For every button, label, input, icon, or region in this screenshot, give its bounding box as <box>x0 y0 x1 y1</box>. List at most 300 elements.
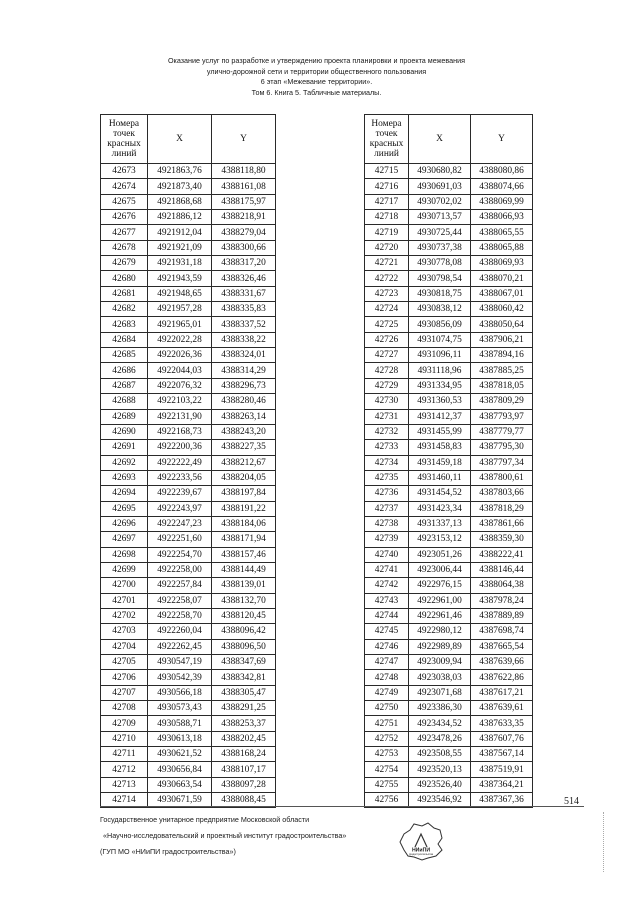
table-row <box>101 593 276 608</box>
y-coordinate-cell: 4388342,81 <box>212 670 276 685</box>
table-row <box>101 271 276 286</box>
point-number-cell: 42697 <box>101 532 148 547</box>
x-coordinate-cell: 4922961,00 <box>409 593 471 608</box>
point-number-cell: 42709 <box>101 716 148 731</box>
x-coordinate-cell: 4923546,92 <box>409 793 471 808</box>
y-coordinate-cell: 4387803,66 <box>471 486 533 501</box>
point-number-cell: 42719 <box>365 225 409 240</box>
table-row <box>101 624 276 639</box>
y-coordinate-cell: 4388096,50 <box>212 639 276 654</box>
table-row <box>365 762 533 777</box>
table-row <box>101 685 276 700</box>
y-coordinate-cell: 4387633,35 <box>471 716 533 731</box>
x-coordinate-cell: 4931334,95 <box>409 378 471 393</box>
table-row <box>101 670 276 685</box>
y-coordinate-cell: 4388314,29 <box>212 363 276 378</box>
y-coordinate-cell: 4388197,84 <box>212 486 276 501</box>
table-row <box>101 424 276 439</box>
table-row <box>101 470 276 485</box>
y-coordinate-cell: 4388139,01 <box>212 578 276 593</box>
y-coordinate-cell: 4387906,21 <box>471 332 533 347</box>
point-number-cell: 42722 <box>365 271 409 286</box>
x-coordinate-cell: 4922258,00 <box>148 562 212 577</box>
y-coordinate-cell: 4388157,46 <box>212 547 276 562</box>
y-coordinate-cell: 4388118,80 <box>212 164 276 179</box>
table-row <box>101 440 276 455</box>
x-coordinate-cell: 4922022,28 <box>148 332 212 347</box>
x-coordinate-cell: 4923038,03 <box>409 670 471 685</box>
x-coordinate-cell: 4922026,36 <box>148 348 212 363</box>
point-number-cell: 42755 <box>365 777 409 792</box>
point-number-cell: 42744 <box>365 608 409 623</box>
x-coordinate-cell: 4931096,11 <box>409 348 471 363</box>
point-number-cell: 42756 <box>365 793 409 808</box>
point-number-cell: 42680 <box>101 271 148 286</box>
y-coordinate-cell: 4387665,54 <box>471 639 533 654</box>
y-header: Y <box>471 115 533 164</box>
point-number-cell: 42754 <box>365 762 409 777</box>
organization-line-2: «Научно-исследовательский и проектный институт градостроительства» <box>103 831 347 840</box>
x-coordinate-cell: 4930691,03 <box>409 179 471 194</box>
table-row <box>101 225 276 240</box>
x-coordinate-cell: 4930663,54 <box>148 777 212 792</box>
table-row <box>365 302 533 317</box>
x-coordinate-cell: 4922254,70 <box>148 547 212 562</box>
x-coordinate-cell: 4931360,53 <box>409 394 471 409</box>
x-coordinate-cell: 4921868,68 <box>148 194 212 209</box>
point-number-cell: 42691 <box>101 440 148 455</box>
table-row <box>365 716 533 731</box>
table-row <box>365 578 533 593</box>
y-coordinate-cell: 4388317,20 <box>212 256 276 271</box>
table-row <box>101 455 276 470</box>
point-number-cell: 42677 <box>101 225 148 240</box>
table-row <box>365 562 533 577</box>
x-coordinate-cell: 4922233,56 <box>148 470 212 485</box>
x-coordinate-cell: 4930778,08 <box>409 256 471 271</box>
y-coordinate-cell: 4388347,69 <box>212 655 276 670</box>
x-coordinate-cell: 4931074,75 <box>409 332 471 347</box>
x-coordinate-cell: 4922076,32 <box>148 378 212 393</box>
point-number-cell: 42684 <box>101 332 148 347</box>
x-coordinate-cell: 4930656,84 <box>148 762 212 777</box>
y-coordinate-cell: 4388067,01 <box>471 286 533 301</box>
table-row <box>101 608 276 623</box>
point-number-cell: 42753 <box>365 747 409 762</box>
table-row <box>365 593 533 608</box>
y-coordinate-cell: 4387622,86 <box>471 670 533 685</box>
y-coordinate-cell: 4388074,66 <box>471 179 533 194</box>
x-coordinate-cell: 4922044,03 <box>148 363 212 378</box>
y-coordinate-cell: 4388331,67 <box>212 286 276 301</box>
y-coordinate-cell: 4388088,45 <box>212 793 276 808</box>
y-coordinate-cell: 4388204,05 <box>212 470 276 485</box>
table-row <box>365 348 533 363</box>
table-row <box>101 256 276 271</box>
point-number-cell: 42692 <box>101 455 148 470</box>
y-coordinate-cell: 4388305,47 <box>212 685 276 700</box>
point-number-cell: 42699 <box>101 562 148 577</box>
x-coordinate-cell: 4922262,45 <box>148 639 212 654</box>
point-number-cell: 42749 <box>365 685 409 700</box>
table-row <box>365 455 533 470</box>
x-coordinate-cell: 4922260,04 <box>148 624 212 639</box>
point-number-cell: 42736 <box>365 486 409 501</box>
table-row <box>365 194 533 209</box>
y-coordinate-cell: 4388161,08 <box>212 179 276 194</box>
table-row <box>365 701 533 716</box>
table-row <box>101 716 276 731</box>
point-number-cell: 42726 <box>365 332 409 347</box>
point-number-cell: 42717 <box>365 194 409 209</box>
point-number-cell: 42695 <box>101 501 148 516</box>
y-coordinate-cell: 4388060,42 <box>471 302 533 317</box>
y-coordinate-cell: 4388338,22 <box>212 332 276 347</box>
table-row <box>365 639 533 654</box>
x-coordinate-cell: 4930621,52 <box>148 747 212 762</box>
point-number-cell: 42747 <box>365 655 409 670</box>
x-coordinate-cell: 4931454,52 <box>409 486 471 501</box>
point-number-cell: 42687 <box>101 378 148 393</box>
point-number-cell: 42732 <box>365 424 409 439</box>
y-coordinate-cell: 4387978,24 <box>471 593 533 608</box>
table-row <box>101 409 276 424</box>
table-row <box>365 777 533 792</box>
table-row <box>101 302 276 317</box>
y-coordinate-cell: 4388243,20 <box>212 424 276 439</box>
y-coordinate-cell: 4388066,93 <box>471 210 533 225</box>
table-row <box>365 317 533 332</box>
point-number-cell: 42750 <box>365 701 409 716</box>
point-number-cell: 42711 <box>101 747 148 762</box>
x-coordinate-cell: 4930680,82 <box>409 164 471 179</box>
point-number-cell: 42740 <box>365 547 409 562</box>
point-number-cell: 42713 <box>101 777 148 792</box>
point-number-cell: 42724 <box>365 302 409 317</box>
y-coordinate-cell: 4387818,29 <box>471 501 533 516</box>
y-coordinate-cell: 4387519,91 <box>471 762 533 777</box>
point-number-cell: 42702 <box>101 608 148 623</box>
point-number-cell: 42725 <box>365 317 409 332</box>
point-number-cell: 42741 <box>365 562 409 577</box>
table-row <box>365 332 533 347</box>
header-line-1: Оказание услуг по разработке и утверждению проекта планировки и проекта межевания <box>167 56 466 65</box>
point-number-cell: 42696 <box>101 516 148 531</box>
x-coordinate-cell: 4921948,65 <box>148 286 212 301</box>
x-coordinate-cell: 4931337,13 <box>409 516 471 531</box>
y-coordinate-cell: 4388132,70 <box>212 593 276 608</box>
point-number-cell: 42685 <box>101 348 148 363</box>
point-number-cell: 42707 <box>101 685 148 700</box>
point-number-cell: 42690 <box>101 424 148 439</box>
y-coordinate-cell: 4388227,35 <box>212 440 276 455</box>
table-body-right <box>365 164 533 808</box>
point-number-cell: 42733 <box>365 440 409 455</box>
table-row <box>101 348 276 363</box>
table-row <box>101 378 276 393</box>
x-coordinate-cell: 4923006,44 <box>409 562 471 577</box>
x-coordinate-cell: 4923071,68 <box>409 685 471 700</box>
point-number-cell: 42727 <box>365 348 409 363</box>
point-number-cell: 42735 <box>365 470 409 485</box>
x-coordinate-cell: 4930613,18 <box>148 731 212 746</box>
point-number-cell: 42689 <box>101 409 148 424</box>
table-row <box>365 532 533 547</box>
y-coordinate-cell: 4388096,42 <box>212 624 276 639</box>
point-number-cell: 42708 <box>101 701 148 716</box>
y-coordinate-cell: 4388218,91 <box>212 210 276 225</box>
y-coordinate-cell: 4387797,34 <box>471 455 533 470</box>
y-coordinate-cell: 4387779,77 <box>471 424 533 439</box>
table-row <box>365 286 533 301</box>
x-coordinate-cell: 4922243,97 <box>148 501 212 516</box>
point-number-cell: 42729 <box>365 378 409 393</box>
x-coordinate-cell: 4921943,59 <box>148 271 212 286</box>
x-coordinate-cell: 4930713,57 <box>409 210 471 225</box>
x-coordinate-cell: 4923520,13 <box>409 762 471 777</box>
x-coordinate-cell: 4930588,71 <box>148 716 212 731</box>
x-coordinate-cell: 4930838,12 <box>409 302 471 317</box>
point-number-cell: 42688 <box>101 394 148 409</box>
point-number-cell: 42746 <box>365 639 409 654</box>
point-number-cell: 42737 <box>365 501 409 516</box>
point-number-cell: 42731 <box>365 409 409 424</box>
header-line-3: 6 этап «Межевание территории». <box>260 77 373 86</box>
table-body-left <box>101 164 276 808</box>
x-coordinate-cell: 4922989,89 <box>409 639 471 654</box>
point-number-cell: 42730 <box>365 394 409 409</box>
y-coordinate-cell: 4388296,73 <box>212 378 276 393</box>
y-coordinate-cell: 4388144,49 <box>212 562 276 577</box>
y-coordinate-cell: 4388291,25 <box>212 701 276 716</box>
table-row <box>365 486 533 501</box>
table-row <box>101 562 276 577</box>
table-row <box>101 240 276 255</box>
header-line-4: Том 6. Книга 5. Табличные материалы. <box>251 87 382 97</box>
x-coordinate-cell: 4930798,54 <box>409 271 471 286</box>
footer-divider <box>100 806 532 807</box>
y-coordinate-cell: 4388279,04 <box>212 225 276 240</box>
y-coordinate-cell: 4388069,99 <box>471 194 533 209</box>
table-row <box>365 256 533 271</box>
y-coordinate-cell: 4388097,28 <box>212 777 276 792</box>
table-row <box>101 286 276 301</box>
x-coordinate-cell: 4930737,38 <box>409 240 471 255</box>
y-coordinate-cell: 4388212,67 <box>212 455 276 470</box>
y-coordinate-cell: 4387800,61 <box>471 470 533 485</box>
x-coordinate-cell: 4922131,90 <box>148 409 212 424</box>
y-coordinate-cell: 4388107,17 <box>212 762 276 777</box>
point-number-cell: 42679 <box>101 256 148 271</box>
point-number-cell: 42703 <box>101 624 148 639</box>
y-coordinate-cell: 4388300,66 <box>212 240 276 255</box>
y-coordinate-cell: 4388263,14 <box>212 409 276 424</box>
table-row <box>365 747 533 762</box>
y-coordinate-cell: 4388337,52 <box>212 317 276 332</box>
y-coordinate-cell: 4388120,45 <box>212 608 276 623</box>
x-coordinate-cell: 4922257,84 <box>148 578 212 593</box>
table-row <box>101 394 276 409</box>
x-coordinate-cell: 4921965,01 <box>148 317 212 332</box>
point-number-cell: 42686 <box>101 363 148 378</box>
point-number-cell: 42704 <box>101 639 148 654</box>
table-row <box>101 194 276 209</box>
point-number-cell: 42751 <box>365 716 409 731</box>
y-coordinate-cell: 4388191,22 <box>212 501 276 516</box>
point-number-cell: 42743 <box>365 593 409 608</box>
x-coordinate-cell: 4923434,52 <box>409 716 471 731</box>
table-row <box>365 179 533 194</box>
x-coordinate-cell: 4931460,11 <box>409 470 471 485</box>
point-number-cell: 42683 <box>101 317 148 332</box>
point-number-cell: 42698 <box>101 547 148 562</box>
document-header <box>0 56 633 98</box>
y-coordinate-cell: 4388069,93 <box>471 256 533 271</box>
table-row <box>101 210 276 225</box>
table-row <box>101 516 276 531</box>
x-coordinate-cell: 4930702,02 <box>409 194 471 209</box>
table-row <box>365 424 533 439</box>
x-coordinate-cell: 4923526,40 <box>409 777 471 792</box>
x-coordinate-cell: 4931459,18 <box>409 455 471 470</box>
y-coordinate-cell: 4387809,29 <box>471 394 533 409</box>
y-coordinate-cell: 4387567,14 <box>471 747 533 762</box>
table-row <box>365 363 533 378</box>
point-number-cell: 42674 <box>101 179 148 194</box>
x-coordinate-cell: 4922103,22 <box>148 394 212 409</box>
y-coordinate-cell: 4388222,41 <box>471 547 533 562</box>
point-number-cell: 42718 <box>365 210 409 225</box>
x-header: X <box>409 115 471 164</box>
table-row <box>101 179 276 194</box>
y-coordinate-cell: 4388335,83 <box>212 302 276 317</box>
point-number-cell: 42728 <box>365 363 409 378</box>
y-coordinate-cell: 4388280,46 <box>212 394 276 409</box>
table-row <box>365 225 533 240</box>
organization-block <box>100 812 346 860</box>
table-row <box>365 240 533 255</box>
y-coordinate-cell: 4387861,66 <box>471 516 533 531</box>
x-coordinate-cell: 4922980,12 <box>409 624 471 639</box>
table-row <box>365 440 533 455</box>
y-coordinate-cell: 4388064,38 <box>471 578 533 593</box>
point-number-cell: 42715 <box>365 164 409 179</box>
y-coordinate-cell: 4388175,97 <box>212 194 276 209</box>
x-coordinate-cell: 4921863,76 <box>148 164 212 179</box>
table-row <box>101 164 276 179</box>
y-coordinate-cell: 4388168,24 <box>212 747 276 762</box>
y-header: Y <box>212 115 276 164</box>
x-coordinate-cell: 4930547,19 <box>148 655 212 670</box>
table-row <box>101 486 276 501</box>
table-row <box>101 578 276 593</box>
logo-subtext: градостроительства <box>408 853 434 856</box>
point-number-cell: 42705 <box>101 655 148 670</box>
x-coordinate-cell: 4930542,39 <box>148 670 212 685</box>
point-number-cell: 42681 <box>101 286 148 301</box>
y-coordinate-cell: 4388171,94 <box>212 532 276 547</box>
x-coordinate-cell: 4931458,83 <box>409 440 471 455</box>
x-coordinate-cell: 4921873,40 <box>148 179 212 194</box>
point-number-header: Номера точек красных линий <box>365 115 409 164</box>
point-number-cell: 42745 <box>365 624 409 639</box>
table-row <box>365 655 533 670</box>
y-coordinate-cell: 4387364,21 <box>471 777 533 792</box>
x-coordinate-cell: 4921912,04 <box>148 225 212 240</box>
point-number-cell: 42738 <box>365 516 409 531</box>
point-number-cell: 42716 <box>365 179 409 194</box>
x-coordinate-cell: 4922251,60 <box>148 532 212 547</box>
table-row <box>101 777 276 792</box>
x-coordinate-cell: 4931412,37 <box>409 409 471 424</box>
point-number-cell: 42739 <box>365 532 409 547</box>
table-row <box>101 317 276 332</box>
x-coordinate-cell: 4921921,09 <box>148 240 212 255</box>
coordinates-table-right <box>364 114 533 808</box>
table-row <box>365 547 533 562</box>
table-row <box>365 394 533 409</box>
x-coordinate-cell: 4922168,73 <box>148 424 212 439</box>
y-coordinate-cell: 4387818,05 <box>471 378 533 393</box>
x-coordinate-cell: 4923386,30 <box>409 701 471 716</box>
table-row <box>365 501 533 516</box>
point-number-cell: 42693 <box>101 470 148 485</box>
point-number-cell: 42734 <box>365 455 409 470</box>
x-coordinate-cell: 4921886,12 <box>148 210 212 225</box>
x-coordinate-cell: 4922222,49 <box>148 455 212 470</box>
y-coordinate-cell: 4388184,06 <box>212 516 276 531</box>
table-row <box>365 624 533 639</box>
y-coordinate-cell: 4387889,89 <box>471 608 533 623</box>
x-coordinate-cell: 4930818,75 <box>409 286 471 301</box>
point-number-cell: 42723 <box>365 286 409 301</box>
page-number: 514 <box>564 796 579 807</box>
x-coordinate-cell: 4931118,96 <box>409 363 471 378</box>
margin-mark <box>603 812 604 872</box>
y-coordinate-cell: 4387795,30 <box>471 440 533 455</box>
table-header-row <box>101 115 276 164</box>
y-coordinate-cell: 4387367,36 <box>471 793 533 808</box>
y-coordinate-cell: 4388202,45 <box>212 731 276 746</box>
table-row <box>101 532 276 547</box>
table-row <box>101 547 276 562</box>
x-coordinate-cell: 4930573,43 <box>148 701 212 716</box>
y-coordinate-cell: 4388050,64 <box>471 317 533 332</box>
organization-line-1: Государственное унитарное предприятие Московской области <box>100 815 310 824</box>
table-row <box>365 685 533 700</box>
y-coordinate-cell: 4387639,61 <box>471 701 533 716</box>
table-row <box>101 501 276 516</box>
x-coordinate-cell: 4921931,18 <box>148 256 212 271</box>
table-row <box>365 608 533 623</box>
table-row <box>365 516 533 531</box>
table-row <box>365 731 533 746</box>
table-row <box>365 670 533 685</box>
y-coordinate-cell: 4387639,66 <box>471 655 533 670</box>
x-coordinate-cell: 4923009,94 <box>409 655 471 670</box>
y-coordinate-cell: 4387894,16 <box>471 348 533 363</box>
x-coordinate-cell: 4922258,07 <box>148 593 212 608</box>
table-header-row <box>365 115 533 164</box>
table-row <box>365 164 533 179</box>
y-coordinate-cell: 4387698,74 <box>471 624 533 639</box>
y-coordinate-cell: 4388070,21 <box>471 271 533 286</box>
x-coordinate-cell: 4922239,67 <box>148 486 212 501</box>
table-row <box>365 271 533 286</box>
point-number-cell: 42673 <box>101 164 148 179</box>
table-row <box>365 409 533 424</box>
table-row <box>365 210 533 225</box>
